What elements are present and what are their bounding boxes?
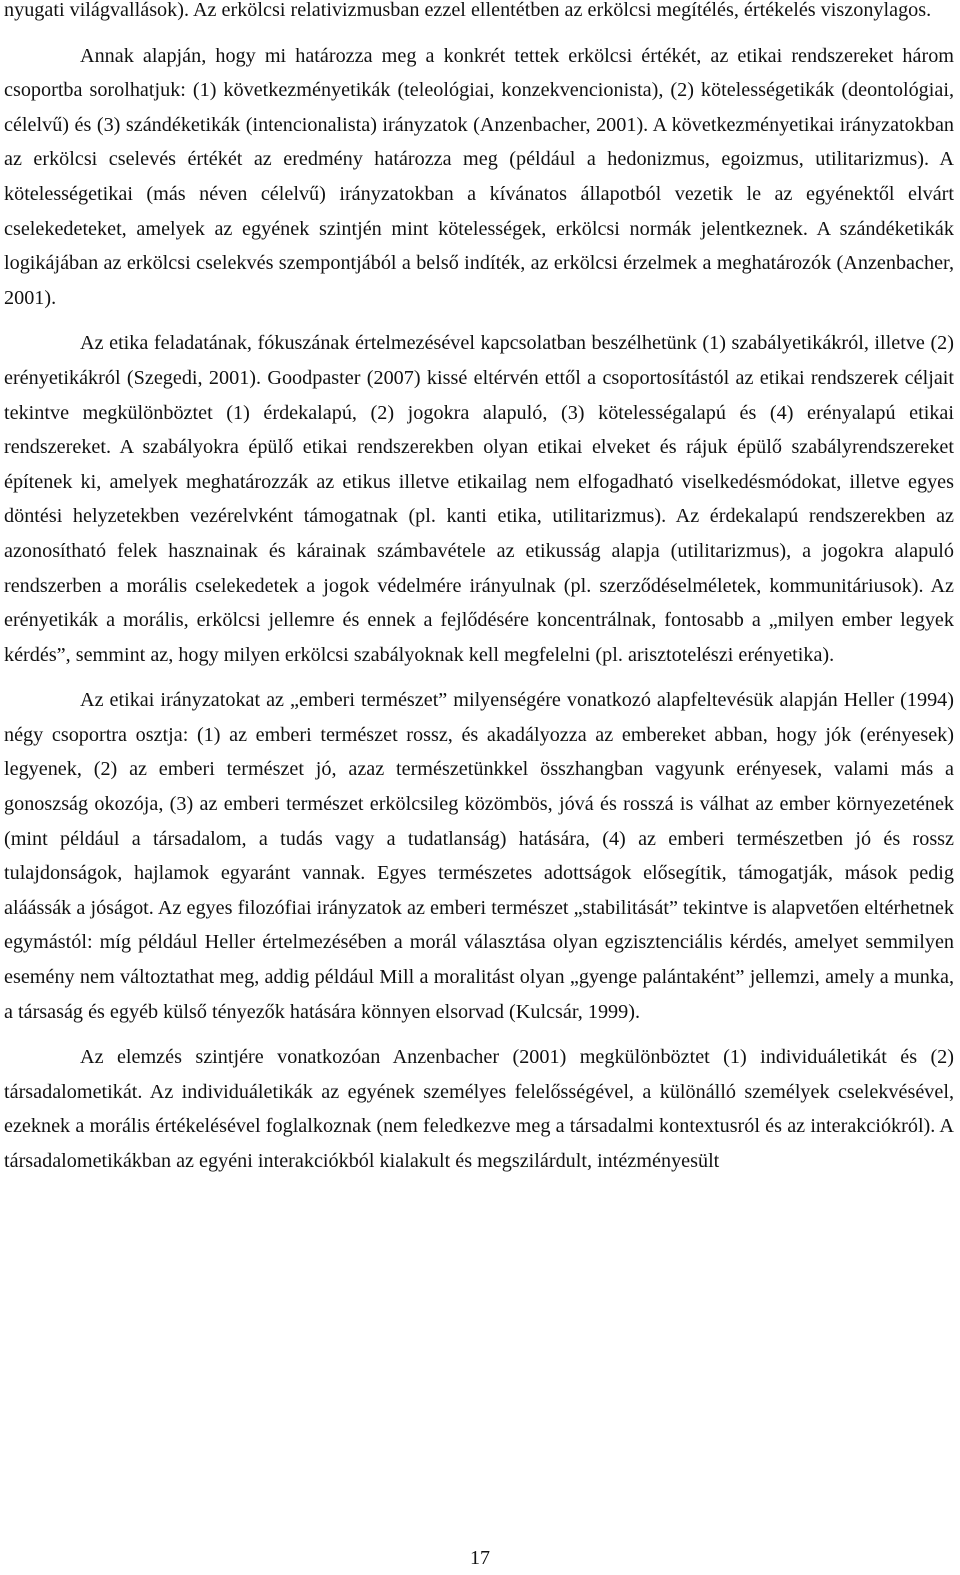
paragraph-human-nature: Az etikai irányzatokat az „emberi természet” milyenségére vonatkozó alapfeltevésük alapján Heller (1994) négy csoportra osztja: (1) az emberi természet rossz, és akadályozza az embereket abban, hogy jók (erényesek) legyenek, (2) az emberi természet jó, azaz természetünkkel összhangban vagyunk erényesek, valami más a gonoszság okozója, (3) az emberi természet erkölcsileg közömbös, jóvá és rosszá is válhat az ember környezetének (mint például a társadalom, a tudás vagy a tudatlanság) hatására, (4) az emberi természetben jó és rossz tulajdonságok, hajlamok egyaránt vannak. Egyes természetes adottságok elősegítik, támogatják, mások pedig aláássák a jóságot. Az egyes filozófiai irányzatok az emberi természet „stabilitását” tekintve is alapvetően eltérhetnek egymástól: míg például Heller értelmezésében a morál választása olyan egzisztenciális kérdés, amelyet semmilyen esemény nem változtathat meg, addig például Mill a moralitást olyan „gyenge palántaként” jellemzi, amely a munka, a társaság és egyéb külső tényezők hatására könnyen elsorvad (Kulcsár, 1999).: [4, 689, 954, 1023]
paragraph-analysis-level: Az elemzés szintjére vonatkozóan Anzenbacher (2001) megkülönböztet (1) individuáletikát és (2) társadalometikát. Az individuáletikák az egyének személyes felelősségével, a különálló személyek cselekvésével, ezeknek a morális értékelésével foglalkoznak (nem feledkezve meg a társadalmi kontextusról és az interakciókról). A társadalometikákban az egyéni interakciókból kialakult és megszilárdult, intézményesült: [4, 1046, 954, 1172]
paragraph-continuation: nyugati világvallások). Az erkölcsi relativizmusban ezzel ellentétben az erkölcsi megítélés, értékelés viszonylagos.: [4, 0, 932, 21]
paragraph-ethics-systems: Annak alapján, hogy mi határozza meg a konkrét tettek erkölcsi értékét, az etikai rendszereket három csoportba sorolhatjuk: (1) következményetikák (teleológiai, konzekvencionista), (2) kötelességetikák (deontológiai, célelvű) és (3) szándéketikák (intencionalista) irányzatok (Anzenbacher, 2001). A következményetikai irányzatokban az erkölcsi cselevés értékét az eredmény határozza meg (például a hedonizmus, egoizmus, utilitarizmus). A kötelességetikai (más néven célelvű) irányzatokban a kívánatos állapotból vezetik le az egyénektől elvárt cselekedeteket, amelyek az egyének szintjén mint kötelességek, erkölcsi normák jelentkeznek. A szándéketikák logikájában az erkölcsi cselekvés szempontjából a belső indíték, az erkölcsi érzelmek a meghatározók (Anzenbacher, 2001).: [4, 44, 954, 309]
paragraph-rule-virtue-ethics: Az etika feladatának, fókuszának értelmezésével kapcsolatban beszélhetünk (1) szabályetikákról, illetve (2) erényetikákról (Szegedi, 2001). Goodpaster (2007) kissé eltérvén ettől a csoportosítástól az etikai rendszerek céljait tekintve megkülönböztet (1) érdekalapú, (2) jogokra alapuló, (3) kötelességalapú és (4) erényalapú etikai rendszereket. A szabályokra épülő etikai rendszerekben olyan etikai elveket és rájuk épülő szabályrendszereket építenek ki, amelyek meghatározzák az etikus illetve etikailag nem elfogadható viselkedésmódokat, illetve egyes döntési helyzetekben vezérelvként támogatnak (pl. kanti etika, utilitarizmus). Az érdekalapú rendszerekben az azonosítható felek hasznainak és kárainak számbavétele az etikusság alapja (utilitarizmus), a jogokra alapuló rendszerben a morális cselekedetek a jogok védelmére irányulnak (pl. szerződéselméletek, kommunitáriusok). Az erényetikák a morális, erkölcsi jellemre és ennek a fejlődésére koncentrálnak, fontosabb a „milyen ember legyek kérdés”, semmint az, hogy milyen erkölcsi szabályoknak kell megfelelni (pl. arisztotelészi erényetika).: [4, 332, 954, 666]
document-page: [4, 0, 954, 1179]
page-number: 17: [470, 1547, 490, 1569]
